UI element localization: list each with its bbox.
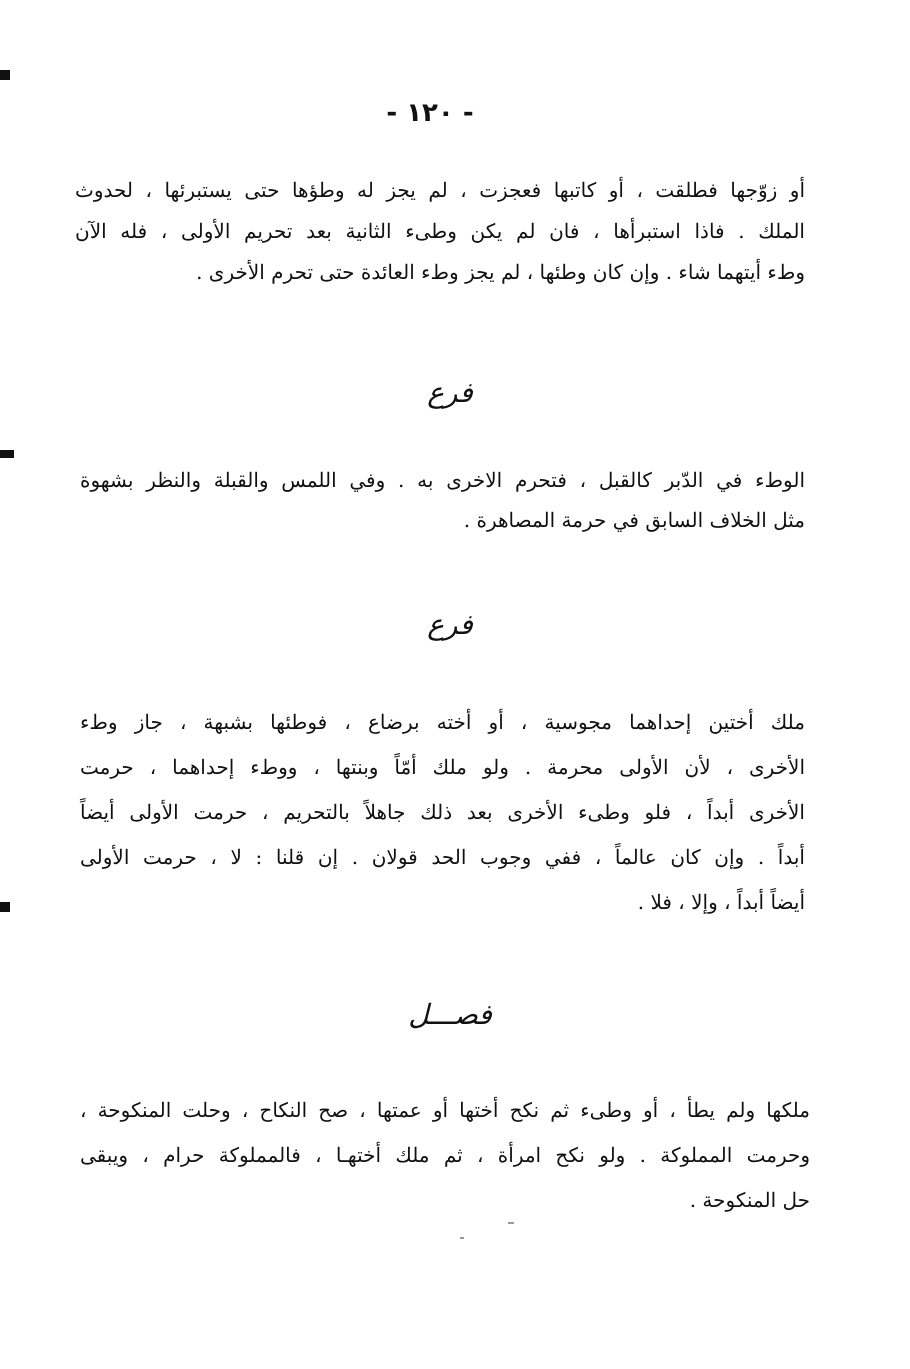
margin-mark <box>0 450 14 458</box>
page-number: - ١٢٠ - <box>386 98 474 128</box>
text-line: أبداً . وإن كان عالماً ، ففي وجوب الحد قولان . إن قلنا : لا ، حرمت الأولى <box>80 845 805 869</box>
paragraph <box>80 1088 810 1223</box>
text-line: الأخرى أبداً ، فلو وطىء الأخرى بعد ذلك جاهلاً بالتحريم ، حرمت الأولى أيضاً <box>80 800 805 824</box>
text-line: وطء أيتهما شاء . وإن كان وطئها ، لم يجز وطء العائدة حتى تحرم الأخرى . <box>196 260 805 284</box>
text-line: ملك أختين إحداهما مجوسية ، أو أخته برضاع ، فوطئها بشبهة ، جاز وطء <box>80 710 805 734</box>
text-line: ملكها ولم يطأ ، أو وطىء ثم نكح أختها أو عمتها ، صح النكاح ، وحلت المنكوحة ، <box>80 1098 810 1122</box>
section-heading: فرع <box>427 376 473 409</box>
text-line: الأخرى ، لأن الأولى محرمة . ولو ملك أمّاً وبنتها ، ووطء إحداهما ، حرمت <box>80 755 805 779</box>
text-line: أو زوّجها فطلقت ، أو كاتبها فعجزت ، لم يجز له وطؤها حتى يستبرئها ، لحدوث <box>75 178 805 202</box>
section-heading: فصـــل <box>408 998 492 1031</box>
paragraph <box>75 170 805 293</box>
margin-mark <box>0 70 10 80</box>
section-heading: فرع <box>427 608 473 641</box>
text-line: حل المنكوحة . <box>689 1188 810 1212</box>
paragraph <box>80 700 805 925</box>
margin-mark <box>0 902 10 912</box>
text-line: مثل الخلاف السابق في حرمة المصاهرة . <box>463 508 805 532</box>
paragraph <box>80 460 805 540</box>
scan-speck <box>508 1222 514 1224</box>
text-line: الوطء في الدّبر كالقبل ، فتحرم الاخرى به . وفي اللمس والقبلة والنظر بشهوة <box>80 468 805 492</box>
scan-speck <box>460 1237 464 1239</box>
text-line: وحرمت المملوكة . ولو نكح امرأة ، ثم ملك أختهـا ، فالمملوكة حرام ، ويبقى <box>80 1143 810 1167</box>
text-line: الملك . فاذا استبرأها ، فان لم يكن وطىء الثانية بعد تحريم الأولى ، فله الآن <box>75 219 805 243</box>
text-line: أيضاً أبداً ، وإلا ، فلا . <box>637 890 805 914</box>
